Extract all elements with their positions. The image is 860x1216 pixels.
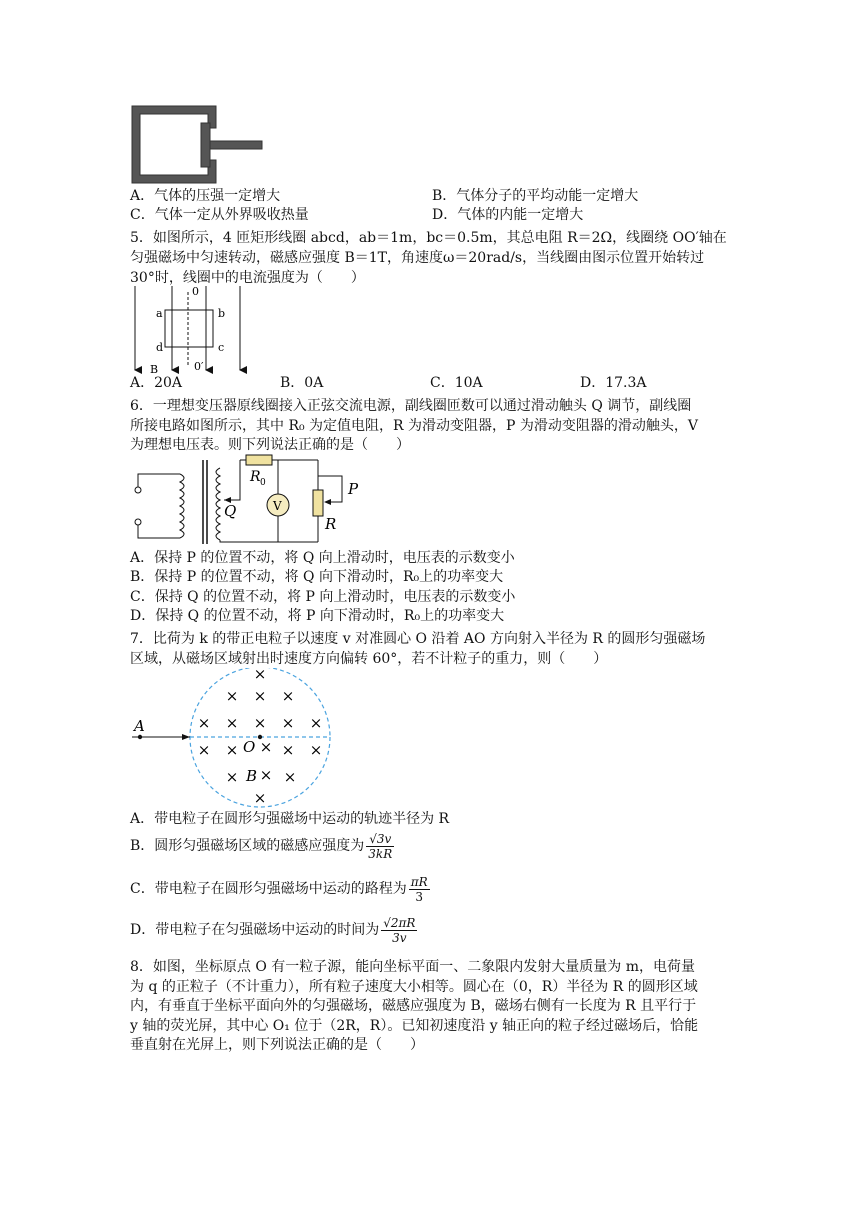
circular-field-figure — [128, 668, 338, 808]
cross: × — [281, 714, 295, 732]
q5-stem-line-1: 5．如图所示，4 匝矩形线圈 abcd，ab＝1m，bc＝0.5m，其总电阻 R＝2Ω，线圈绕 OO′轴在 — [130, 230, 727, 246]
q8-stem-line-5: 垂直射在光屏上，则下列说法正确的是（ ） — [130, 1037, 424, 1053]
q7-option-a[interactable]: A．带电粒子在圆形匀强磁场中运动的轨迹半径为 R — [130, 811, 450, 827]
incident-arrowhead — [182, 734, 190, 740]
q5-option-d[interactable]: D．17.3A — [580, 375, 647, 391]
cross: × — [253, 789, 267, 807]
primary-terminal-bottom — [135, 519, 141, 525]
cross: × — [259, 766, 273, 784]
q6-stem-line-2: 所接电路如图所示，其中 R₀ 为定值电阻，R 为滑动变阻器，P 为滑动变阻器的滑动触头，V — [130, 418, 699, 434]
q4-option-d[interactable]: D．气体的内能一定增大 — [432, 207, 584, 223]
q7-option-c[interactable] — [130, 875, 430, 904]
label-o-bottom: 0′ — [194, 360, 204, 373]
q6-stem-line-1: 6．一理想变压器原线圈接入正弦交流电源，副线圈匝数可以通过滑动触头 Q 调节，副线圈 — [130, 398, 692, 414]
cross: × — [253, 668, 267, 683]
label-r: R — [325, 515, 337, 533]
cross: × — [309, 714, 323, 732]
transformer-circuit-figure — [128, 454, 368, 546]
q7-option-d-fraction — [381, 916, 417, 945]
label-field-b: B — [150, 363, 159, 376]
piston-head — [201, 123, 210, 167]
q6-option-c[interactable]: C．保持 Q 的位置不动，将 P 向上滑动时，电压表的示数变小 — [130, 589, 516, 605]
q7-option-b-fraction — [366, 832, 394, 861]
q4-option-b[interactable]: B．气体分子的平均动能一定增大 — [432, 188, 639, 204]
fraction-numerator: √3v — [366, 832, 394, 847]
label-v: V — [273, 499, 282, 513]
q7-stem-line-2: 区域，从磁场区域射出时速度方向偏转 60°，若不计粒子的重力，则（ ） — [130, 651, 608, 667]
fraction-denominator: 3kR — [368, 847, 393, 861]
label-r0-sub: 0 — [260, 478, 266, 488]
q5-option-b[interactable]: B．0A — [280, 375, 324, 391]
cross: × — [225, 768, 239, 786]
q4-option-c[interactable]: C．气体一定从外界吸收热量 — [130, 207, 309, 223]
label-a: A — [134, 717, 145, 735]
cross: × — [283, 768, 297, 786]
primary-coil — [180, 474, 184, 538]
rheostat-r — [313, 490, 323, 516]
q8-stem-line-2: 为 q 的正粒子（不计重力），所有粒子速度大小相等。圆心在（0，R）半径为 R 的圆形区域 — [130, 979, 698, 995]
q6-option-d[interactable]: D．保持 Q 的位置不动，将 P 向下滑动时，R₀上的功率变大 — [130, 608, 505, 624]
q7-option-c-text: C．带电粒子在圆形匀强磁场中运动的路程为 — [130, 881, 407, 897]
q4-option-a[interactable]: A．气体的压强一定增大 — [130, 188, 281, 204]
cross: × — [197, 714, 211, 732]
q6-option-a[interactable]: A．保持 P 的位置不动，将 Q 向上滑动时，电压表的示数变小 — [130, 550, 515, 566]
fraction-numerator: √2πR — [383, 916, 416, 930]
fraction-denominator: 3 — [415, 890, 423, 904]
point-a — [138, 735, 142, 739]
q7-option-b-text: B．圆形匀强磁场区域的磁感应强度为 — [130, 838, 365, 854]
cross: × — [253, 687, 267, 705]
q7-option-c-fraction — [409, 875, 430, 904]
q7-option-d[interactable] — [130, 916, 417, 945]
q8-stem-line-3: 内，有垂直于坐标平面向外的匀强磁场，磁感应强度为 B，磁场右侧有一长度为 R 且平行于 — [130, 998, 697, 1014]
label-c: c — [218, 341, 225, 354]
cross: × — [259, 738, 273, 756]
rotating-coil-figure — [128, 284, 248, 376]
label-q: Q — [224, 502, 237, 520]
fraction-denominator: 3v — [392, 931, 407, 945]
q7-option-b[interactable] — [130, 832, 394, 861]
piston-cylinder-figure — [128, 103, 268, 187]
slider-q — [224, 460, 240, 500]
q8-stem-line-4: y 轴的荧光屏，其中心 O₁ 位于（2R，R）。已知初速度沿 y 轴正向的粒子经过磁场后，恰能 — [130, 1018, 699, 1034]
label-r0: R — [250, 469, 261, 485]
q5-stem-line-3: 30°时，线圈中的电流强度为（ ） — [130, 270, 365, 286]
primary-lead — [138, 474, 180, 538]
q5-option-c[interactable]: C．10A — [430, 375, 483, 391]
label-b: b — [218, 307, 226, 320]
cross: × — [281, 741, 295, 759]
piston-rod — [210, 141, 262, 149]
cross: × — [225, 741, 239, 759]
resistor-r0 — [246, 455, 272, 465]
cross: × — [197, 741, 211, 759]
label-b: B — [246, 767, 258, 785]
cross: × — [225, 714, 239, 732]
fraction-numerator: πR — [410, 875, 428, 889]
cross: × — [253, 714, 267, 732]
cross: × — [309, 741, 323, 759]
slider-p-arrowhead — [324, 499, 331, 505]
label-o-top: 0 — [192, 285, 199, 298]
label-o: O — [243, 738, 256, 756]
q5-stem-line-2: 匀强磁场中匀速转动，磁感应强度 B＝1T，角速度ω＝20rad/s，当线圈由图示位置开始转过 — [130, 250, 705, 266]
cross: × — [225, 687, 239, 705]
primary-terminal-top — [135, 487, 141, 493]
q6-stem-line-3: 为理想电压表。则下列说法正确的是（ ） — [130, 437, 410, 453]
q7-option-d-text: D．带电粒子在匀强磁场中运动的时间为 — [130, 922, 380, 938]
q7-stem-line-1: 7．比荷为 k 的带正电粒子以速度 v 对准圆心 O 沿着 AO 方向射入半径为 R 的圆形匀强磁场 — [130, 631, 706, 647]
q5-option-a[interactable]: A．20A — [130, 375, 183, 391]
q8-stem-line-1: 8．如图，坐标原点 O 有一粒子源，能向坐标平面一、二象限内发射大量质量为 m，电荷量 — [130, 959, 696, 975]
label-d: d — [156, 341, 164, 354]
cross: × — [281, 687, 295, 705]
secondary-lead — [220, 540, 318, 542]
secondary-coil — [216, 468, 220, 540]
q6-option-b[interactable]: B．保持 P 的位置不动，将 Q 向下滑动时，R₀上的功率变大 — [130, 569, 504, 585]
label-a: a — [156, 307, 163, 320]
label-p: P — [348, 480, 359, 498]
